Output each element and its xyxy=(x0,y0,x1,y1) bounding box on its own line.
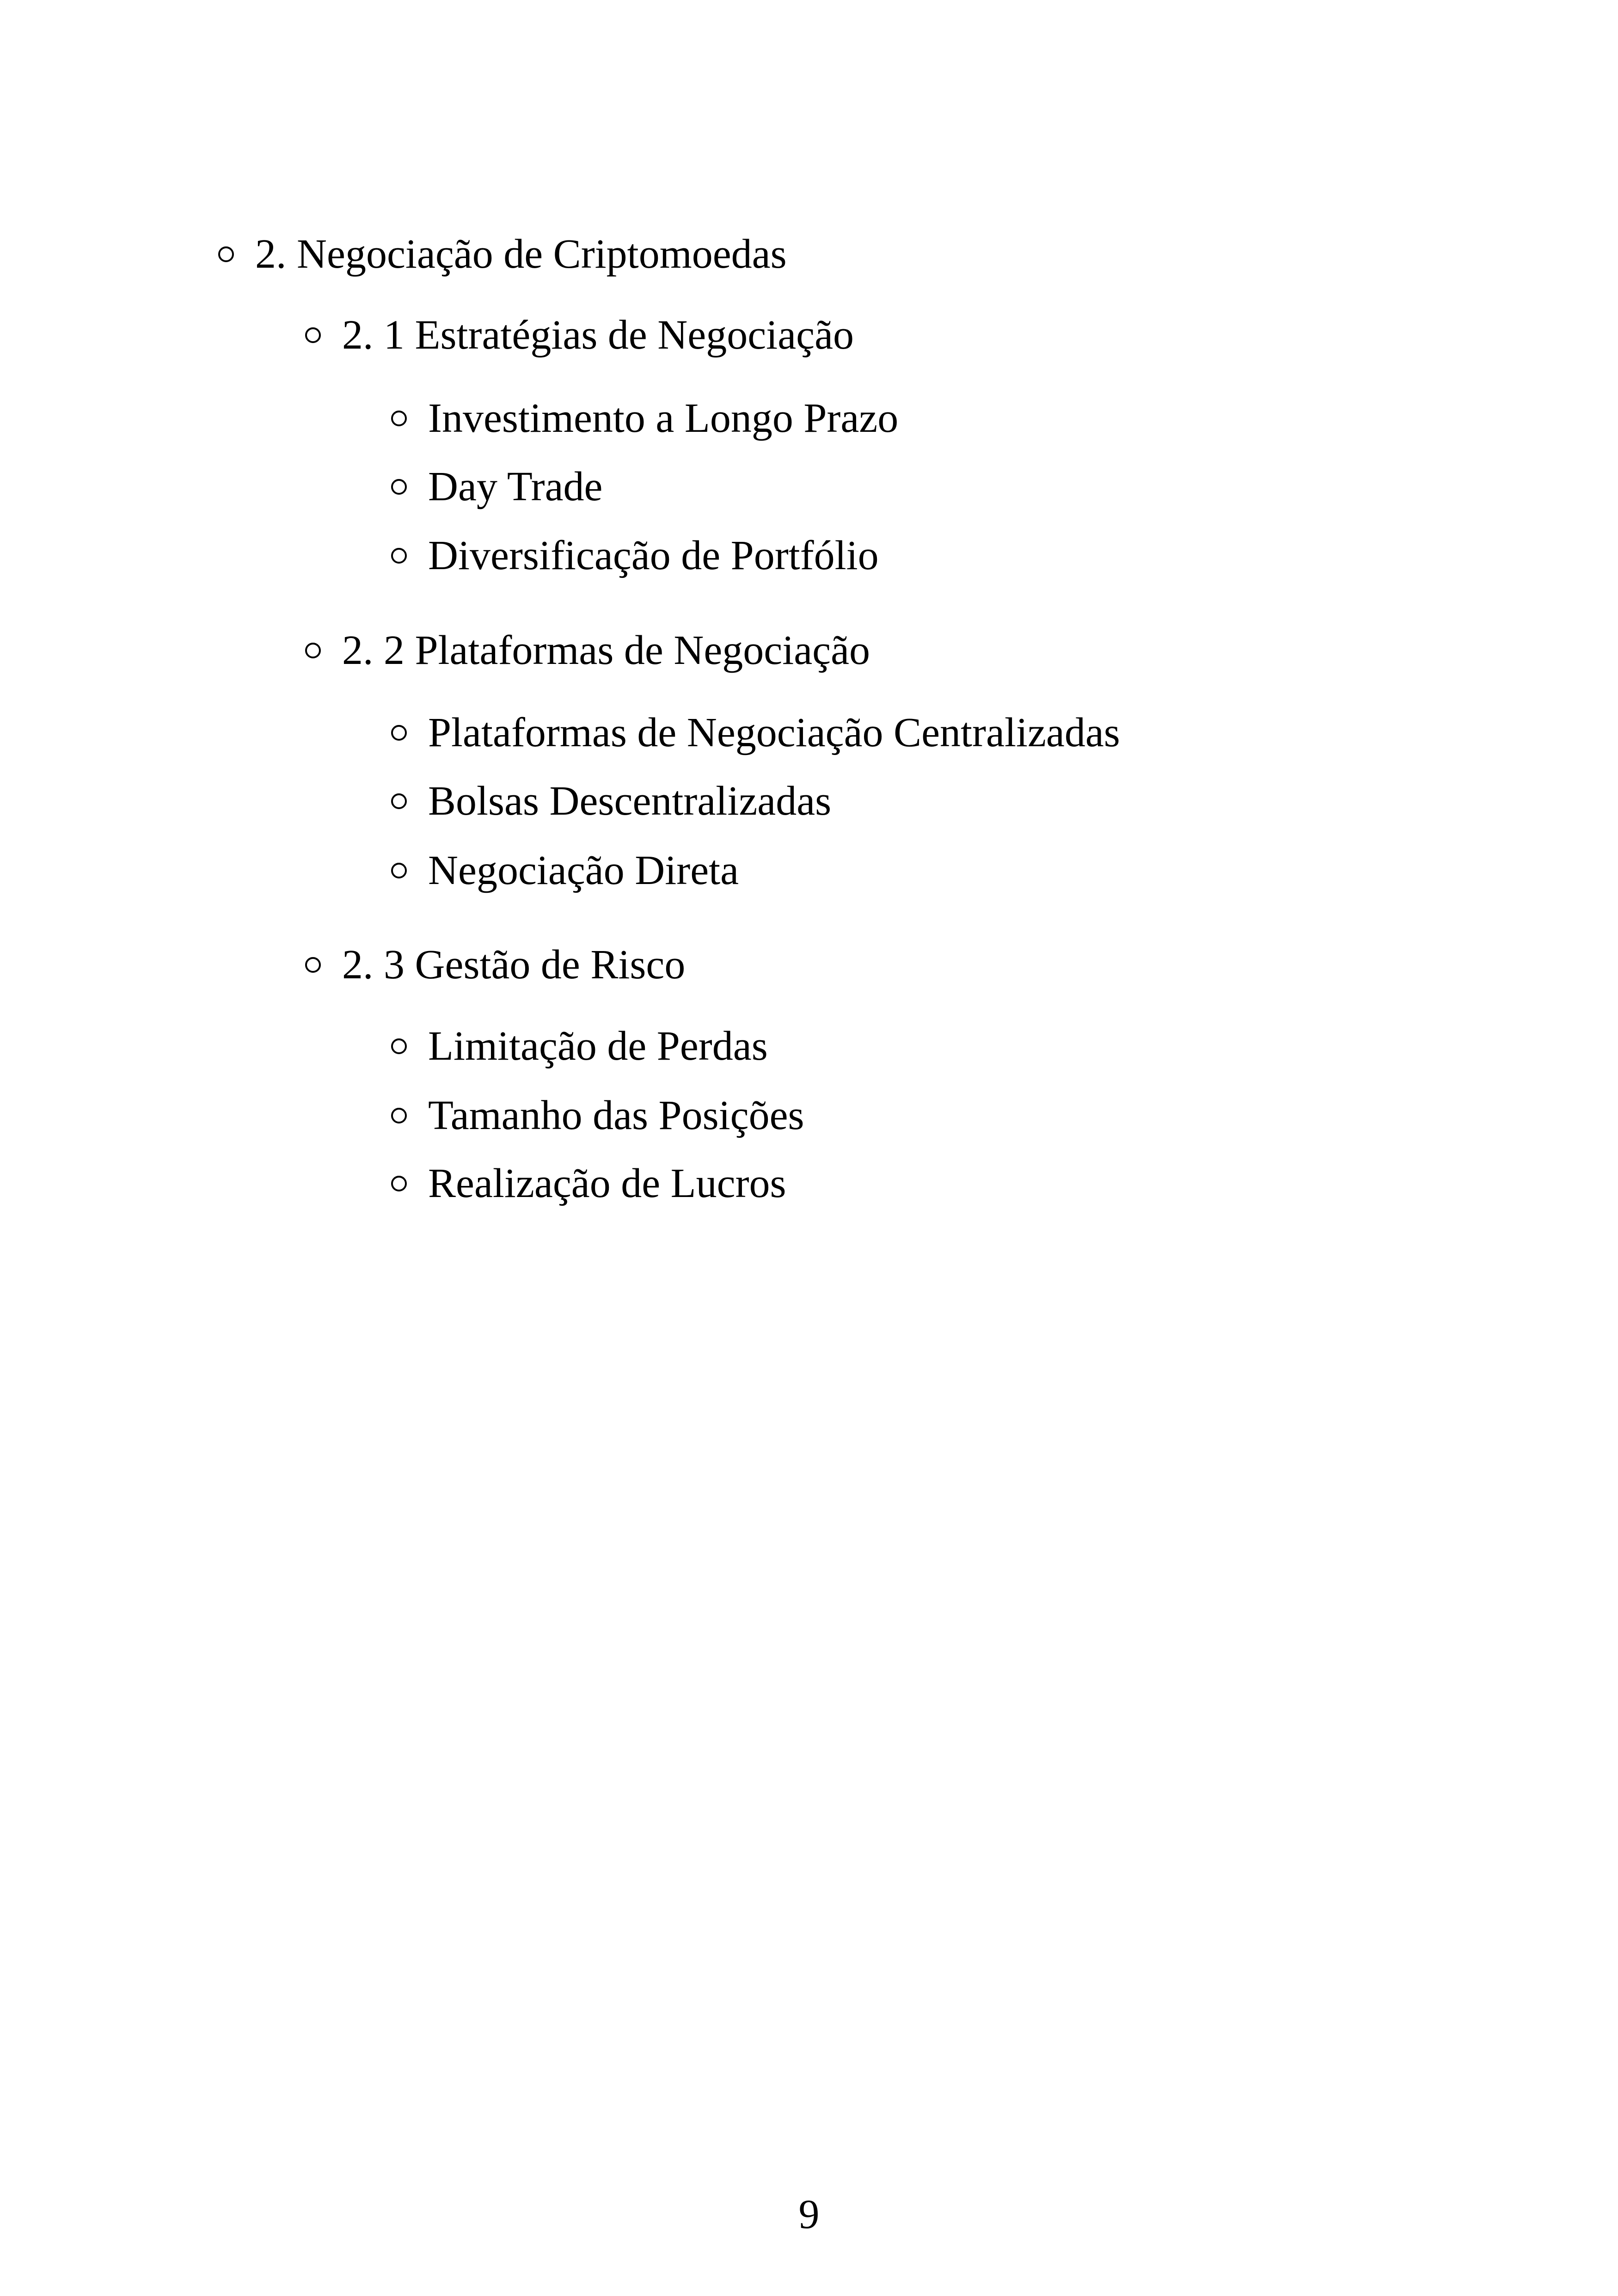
list-item-text: Realização de Lucros xyxy=(428,1160,786,1206)
bullet-circle-icon xyxy=(391,1038,407,1054)
bullet-circle-icon xyxy=(391,548,407,564)
list-item xyxy=(391,395,899,441)
outline-title: 2. Negociação de Criptomoedas xyxy=(255,231,787,277)
list-item-text: Diversificação de Portfólio xyxy=(428,533,879,578)
bullet-circle-icon xyxy=(391,793,407,809)
bullet-circle-icon xyxy=(305,643,321,658)
bullet-circle-icon xyxy=(218,246,234,262)
bullet-circle-icon xyxy=(391,1108,407,1123)
bullet-circle-icon xyxy=(391,479,407,495)
list-item xyxy=(391,1160,786,1206)
list-item xyxy=(391,1095,804,1136)
list-item xyxy=(391,1025,768,1067)
section-title: 2. 2 Plataformas de Negociação xyxy=(342,627,870,673)
list-item-text: Tamanho das Posições xyxy=(428,1093,804,1138)
section-title: 2. 3 Gestão de Risco xyxy=(342,942,686,988)
list-item-text: Investimento a Longo Prazo xyxy=(428,395,899,441)
list-item-text: Limitação de Perdas xyxy=(428,1023,768,1069)
section-title: 2. 1 Estratégias de Negociação xyxy=(342,312,854,358)
bullet-circle-icon xyxy=(391,411,407,426)
bullet-circle-icon xyxy=(305,957,321,973)
list-item xyxy=(391,535,879,577)
section-heading xyxy=(305,314,854,356)
bullet-circle-icon xyxy=(391,863,407,878)
outline-heading xyxy=(218,233,787,275)
section-heading xyxy=(305,627,870,673)
list-item-text: Day Trade xyxy=(428,464,603,510)
section-heading xyxy=(305,944,685,986)
list-item xyxy=(391,712,1120,754)
page-number: 9 xyxy=(798,2192,820,2237)
bullet-circle-icon xyxy=(391,725,407,741)
bullet-circle-icon xyxy=(305,327,321,343)
list-item xyxy=(391,780,831,822)
list-item-text: Negociação Direta xyxy=(428,847,739,893)
list-item xyxy=(391,466,603,508)
bullet-circle-icon xyxy=(391,1176,407,1191)
list-item-text: Bolsas Descentralizadas xyxy=(428,778,832,824)
list-item xyxy=(391,847,739,893)
list-item-text: Plataformas de Negociação Centralizadas xyxy=(428,710,1120,755)
